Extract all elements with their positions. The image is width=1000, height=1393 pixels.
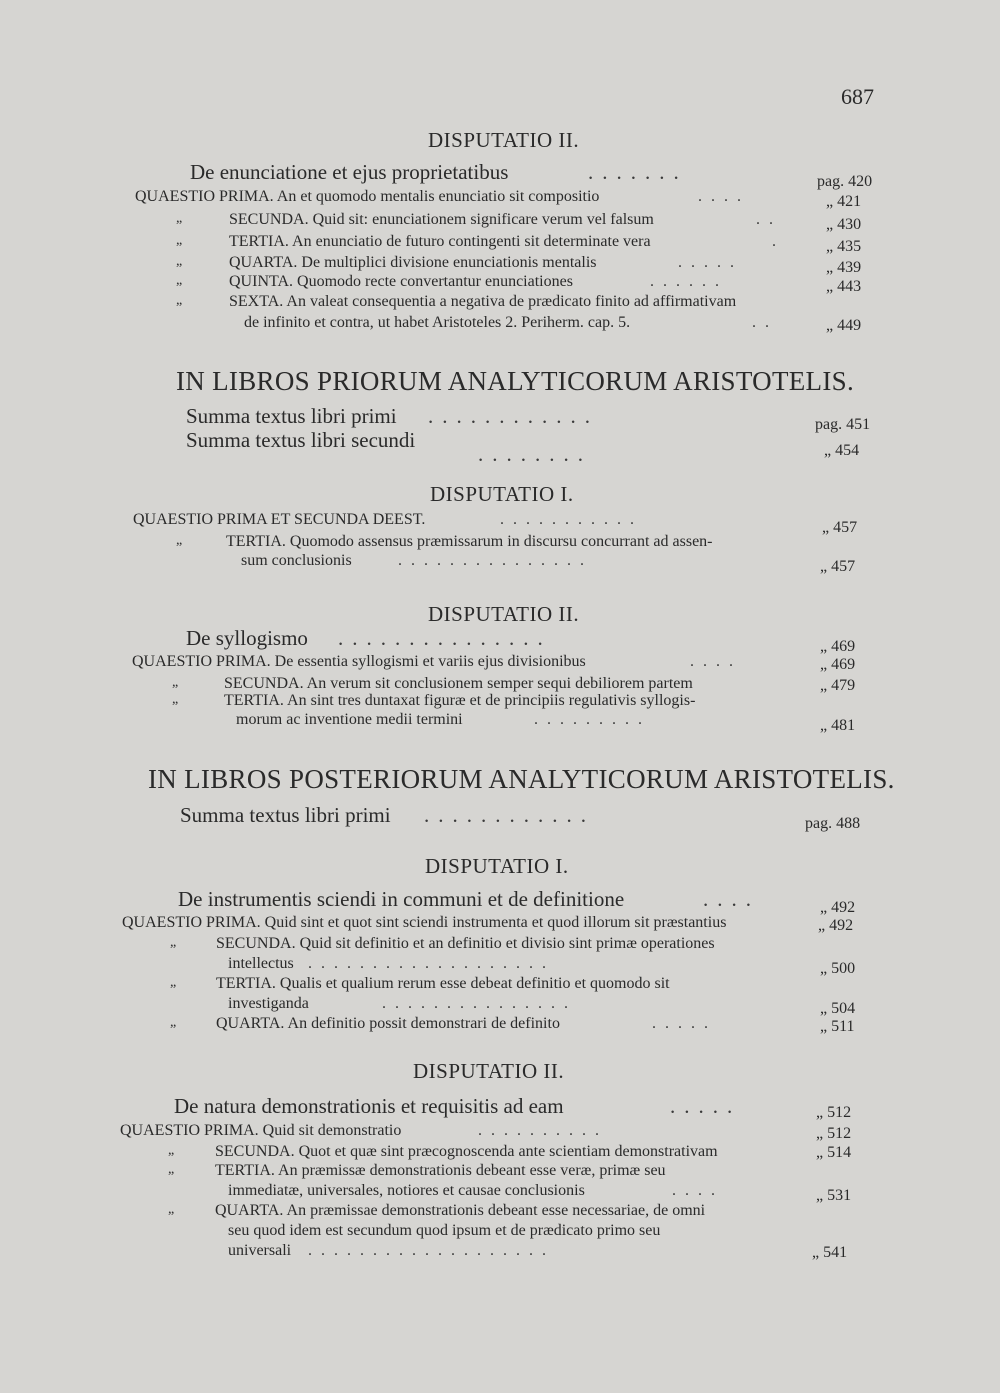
- entry-text: SECUNDA. Quid sit definitio et an definitio et divisio sint primæ operationes: [216, 935, 715, 952]
- leader-dots: .........: [534, 711, 651, 728]
- entry-text: seu quod idem est secundum quod ipsum et de prædicato primo seu: [228, 1222, 661, 1239]
- leader-dots: ..: [752, 314, 778, 331]
- page-ref: pag. 420: [817, 173, 873, 190]
- page-ref: „ 457: [822, 519, 858, 536]
- ditto-mark: „: [168, 1162, 175, 1177]
- entry-text: QUAESTIO PRIMA. De essentia syllogismi et variis ejus divisionibus: [132, 653, 586, 670]
- ditto-mark: „: [176, 254, 183, 269]
- leader-dots: ....: [698, 188, 750, 205]
- entry-text: SEXTA. An valeat consequentia a negativa de prædicato finito ad affirmativam: [229, 293, 737, 310]
- leader-dots: .: [772, 233, 785, 250]
- entry-text: immediatæ, universales, notiores et causae conclusionis: [228, 1182, 585, 1199]
- entry-text: morum ac inventione medii termini: [236, 711, 463, 728]
- entry-text: QUARTA. An præmissae demonstrationis debeant esse necessariae, de omni: [215, 1202, 706, 1219]
- entry-text: QUARTA. De multiplici divisione enunciationis mentalis: [229, 254, 597, 271]
- leader-dots: ...........: [500, 511, 643, 528]
- summary-text: Summa textus libri secundi: [186, 428, 416, 452]
- page-ref: „ 457: [820, 558, 856, 575]
- page-ref: „ 504: [820, 1000, 856, 1017]
- entry-text: SECUNDA. An verum sit conclusionem semper sequi debiliorem partem: [224, 675, 693, 692]
- entry-text: QUAESTIO PRIMA. An et quomodo mentalis enunciatio sit compositio: [135, 188, 600, 205]
- leader-dots: ............: [428, 404, 599, 428]
- leader-dots: ....: [690, 653, 742, 670]
- summary-text: Summa textus libri primi: [180, 803, 391, 827]
- page-ref: „ 469: [820, 656, 856, 673]
- entry-text: QUINTA. Quomodo recte convertantur enunciationes: [229, 273, 573, 290]
- entry-text: QUARTA. An definitio possit demonstrari de definito: [216, 1015, 560, 1032]
- ditto-mark: „: [170, 935, 177, 950]
- section-heading: DISPUTATIO I.: [430, 482, 574, 506]
- section-heading: DISPUTATIO II.: [413, 1059, 565, 1083]
- entry-text: sum conclusionis: [241, 552, 352, 569]
- entry-text: investiganda: [228, 995, 309, 1012]
- entry-text: SECUNDA. Quid sit: enunciationem significare verum vel falsum: [229, 211, 654, 228]
- page-ref: „ 479: [820, 677, 856, 694]
- page-number: 687: [841, 84, 874, 109]
- page-ref: „ 449: [826, 317, 862, 334]
- part-title: IN LIBROS PRIORUM ANALYTICORUM ARISTOTELIS.: [176, 366, 854, 396]
- leader-dots: ......: [650, 273, 728, 290]
- leader-dots: .....: [670, 1094, 742, 1118]
- subject-title: De instrumentis sciendi in communi et de definitione: [178, 887, 625, 911]
- ditto-mark: „: [168, 1202, 175, 1217]
- ditto-mark: „: [176, 273, 183, 288]
- page-ref: „ 454: [824, 442, 860, 459]
- leader-dots: ..........: [478, 1122, 608, 1139]
- entry-text: universali: [228, 1242, 292, 1259]
- summary-text: Summa textus libri primi: [186, 404, 397, 428]
- ditto-mark: „: [176, 533, 183, 548]
- page-ref: „ 514: [816, 1144, 852, 1161]
- leader-dots: .....: [678, 254, 743, 271]
- part-title: IN LIBROS POSTERIORUM ANALYTICORUM ARISTOTELIS.: [148, 764, 895, 794]
- ditto-mark: „: [172, 692, 179, 707]
- ditto-mark: „: [170, 1015, 177, 1030]
- ditto-mark: „: [172, 675, 179, 690]
- subject-title: De enunciatione et ejus proprietatibus: [190, 160, 509, 184]
- leader-dots: ........: [478, 442, 592, 466]
- leader-dots: ....: [672, 1182, 724, 1199]
- entry-text: TERTIA. An sint tres duntaxat figuræ et de principiis regulativis syllogis-: [224, 692, 696, 709]
- ditto-mark: „: [176, 293, 183, 308]
- entry-text: TERTIA. Quomodo assensus præmissarum in discursu concurrant ad assen-: [226, 533, 713, 550]
- entry-text: QUAESTIO PRIMA. Quid sit demonstratio: [120, 1122, 402, 1139]
- page-ref: pag. 451: [815, 416, 871, 433]
- subject-title: De syllogismo: [186, 626, 308, 650]
- page-ref: „ 439: [826, 259, 862, 276]
- section-heading: DISPUTATIO II.: [428, 602, 580, 626]
- leader-dots: ....: [703, 887, 760, 911]
- page-ref: „ 500: [820, 960, 856, 977]
- leader-dots: ...............: [338, 626, 552, 650]
- page-ref: „ 430: [826, 216, 862, 233]
- ditto-mark: „: [170, 975, 177, 990]
- leader-dots: ..: [756, 211, 782, 228]
- page-ref: „ 492: [818, 917, 854, 934]
- entry-text: QUAESTIO PRIMA. Quid sint et quot sint sciendi instrumenta et quod illorum sit præstantius: [122, 914, 727, 931]
- entry-text: intellectus: [228, 955, 294, 972]
- page-ref: „ 481: [820, 717, 856, 734]
- page-ref: „ 511: [820, 1018, 855, 1035]
- entry-text: de infinito et contra, ut habet Aristoteles 2. Periherm. cap. 5.: [244, 314, 631, 331]
- entry-text: QUAESTIO PRIMA ET SECUNDA DEEST.: [133, 511, 426, 528]
- ditto-mark: „: [176, 233, 183, 248]
- section-heading: DISPUTATIO II.: [428, 128, 580, 152]
- leader-dots: .......: [588, 160, 688, 184]
- leader-dots: ...................: [308, 955, 555, 972]
- ditto-mark: „: [168, 1143, 175, 1158]
- section-heading: DISPUTATIO I.: [425, 854, 569, 878]
- entry-text: SECUNDA. Quot et quæ sint præcognoscenda ante scientiam demonstrativam: [215, 1143, 718, 1160]
- page-ref: „ 541: [812, 1244, 848, 1261]
- page-ref: „ 512: [816, 1104, 852, 1121]
- page-ref: „ 531: [816, 1187, 852, 1204]
- page-ref: „ 421: [826, 193, 862, 210]
- leader-dots: ...................: [308, 1242, 555, 1259]
- leader-dots: ...............: [382, 995, 577, 1012]
- page-ref: „ 469: [820, 638, 856, 655]
- entry-text: TERTIA. An enunciatio de futuro contingenti sit determinate vera: [229, 233, 651, 250]
- ditto-mark: „: [176, 211, 183, 226]
- leader-dots: ...............: [398, 552, 593, 569]
- leader-dots: ............: [424, 803, 595, 827]
- entry-text: TERTIA. An præmissæ demonstrationis debeant esse veræ, primæ seu: [215, 1162, 666, 1179]
- page-ref: „ 512: [816, 1125, 852, 1142]
- page-ref: „ 435: [826, 238, 862, 255]
- page-ref: „ 443: [826, 278, 862, 295]
- subject-title: De natura demonstrationis et requisitis ad eam: [174, 1094, 564, 1118]
- entry-text: TERTIA. Qualis et qualium rerum esse debeat definitio et quomodo sit: [216, 975, 670, 992]
- page-ref: „ 492: [820, 899, 856, 916]
- leader-dots: .....: [652, 1015, 717, 1032]
- page-ref: pag. 488: [805, 815, 861, 832]
